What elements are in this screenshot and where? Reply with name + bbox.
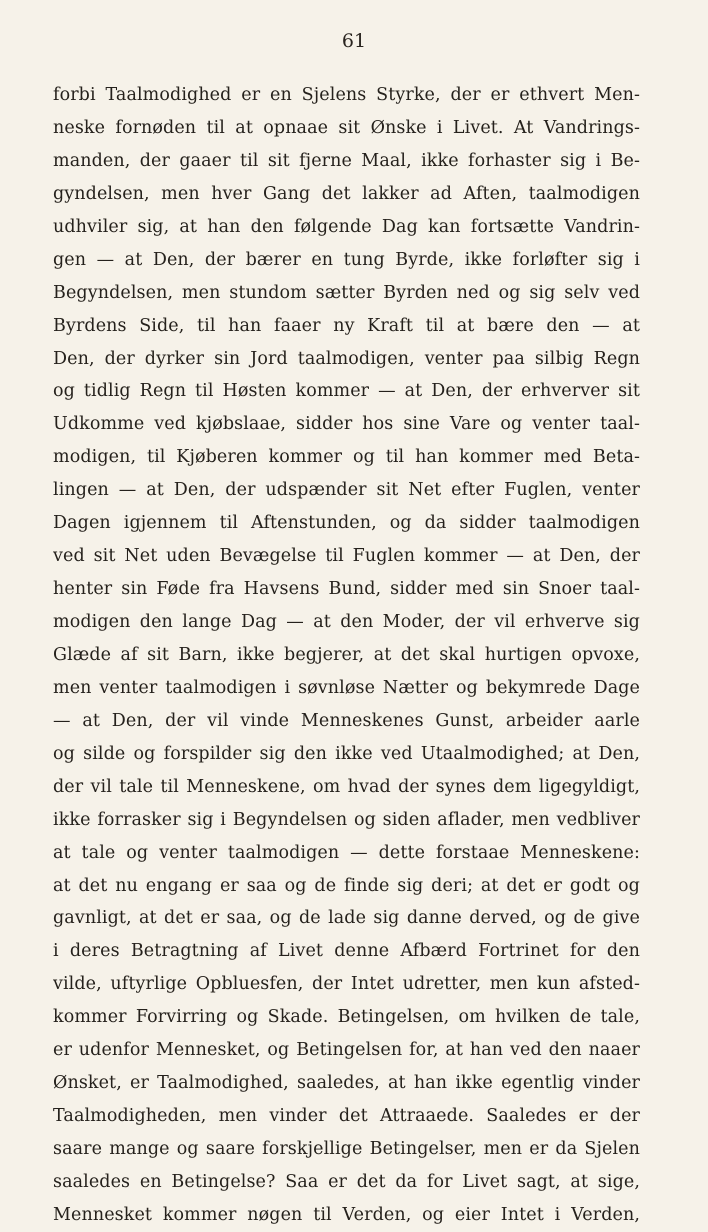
text-line: gen — at Den, der bærer en tung Byrde, ikke forløfter sig i [53,249,640,270]
text-line: henter sin Føde fra Havsens Bund, sidder med sin Snoer taal- [53,579,640,600]
text-line: ikke forrasker sig i Begyndelsen og siden aflader, men vedbliver [53,809,640,830]
text-line: manden, der gaaer til sit fjerne Maal, ikke forhaster sig i Be- [53,150,640,171]
text-line: lingen — at Den, der udspænder sit Net efter Fuglen, venter [53,480,640,501]
body-text [53,79,640,1232]
text-line: der vil tale til Menneskene, om hvad der synes dem ligegyldigt, [53,776,640,797]
text-line: Dagen igjennem til Aftenstunden, og da sidder taalmodigen [53,513,640,534]
text-line: ved sit Net uden Bevægelse til Fuglen kommer — at Den, der [53,546,640,567]
text-line: er udenfor Mennesket, og Betingelsen for, at han ved den naaer [53,1040,640,1061]
text-line: Ønsket, er Taalmodighed, saaledes, at han ikke egentlig vinder [53,1073,640,1094]
text-line: Begyndelsen, men stundom sætter Byrden ned og sig selv ved [53,282,640,303]
text-line: gavnligt, at det er saa, og de lade sig danne derved, og de give [53,908,640,929]
text-line: forbi Taalmodighed er en Sjelens Styrke, der er ethvert Men- [53,85,640,105]
text-line: modigen, til Kjøberen kommer og til han kommer med Beta- [53,447,640,468]
text-line: modigen den lange Dag — at den Moder, der vil erhverve sig [53,612,640,632]
text-line: men venter taalmodigen i søvnløse Nætter og bekymrede Dage [53,677,640,698]
text-line: i deres Betragtning af Livet denne Afbærd Fortrinet for den [53,941,640,962]
text-line: udhviler sig, at han den følgende Dag kan fortsætte Vandrin- [53,216,640,237]
text-line: Udkomme ved kjøbslaae, sidder hos sine Vare og venter taal- [53,414,640,435]
text-line: kommer Forvirring og Skade. Betingelsen, om hvilken de tale, [53,1007,640,1028]
text-line: at tale og venter taalmodigen — dette forstaae Menneskene: [53,842,640,863]
text-line: og tidlig Regn til Høsten kommer — at Den, der erhverver sit [53,381,640,402]
text-line: vilde, uftyrlige Opbluesfen, der Intet udretter, men kun afsted- [53,974,640,995]
text-line: Den, der dyrker sin Jord taalmodigen, venter paa silbig Regn [53,348,640,369]
text-line: saare mange og saare forskjellige Betingelser, men er da Sjelen [53,1139,640,1159]
text-line: — at Den, der vil vinde Menneskenes Gunst, arbeider aarle [53,710,640,731]
text-line: saaledes en Betingelse? Saa er det da for Livet sagt, at sige, [53,1171,640,1192]
text-line: og silde og forspilder sig den ikke ved Utaalmodighed; at Den, [53,743,640,764]
text-line: Glæde af sit Barn, ikke begjerer, at det skal hurtigen opvoxe, [53,644,640,665]
text-line: Taalmodigheden, men vinder det Attraaede. Saaledes er der [53,1106,640,1127]
page-number: 61 [341,30,367,52]
text-line: Byrdens Side, til han faaer ny Kraft til at bære den — at [53,315,640,336]
text-line: neske fornøden til at opnaae sit Ønske i Livet. At Vandrings- [53,117,640,138]
text-line: gyndelsen, men hver Gang det lakker ad Aften, taalmodigen [53,183,640,204]
text-line: at det nu engang er saa og de finde sig deri; at det er godt og [53,875,640,896]
text-line: Mennesket kommer nøgen til Verden, og eier Intet i Verden, [53,1204,640,1225]
